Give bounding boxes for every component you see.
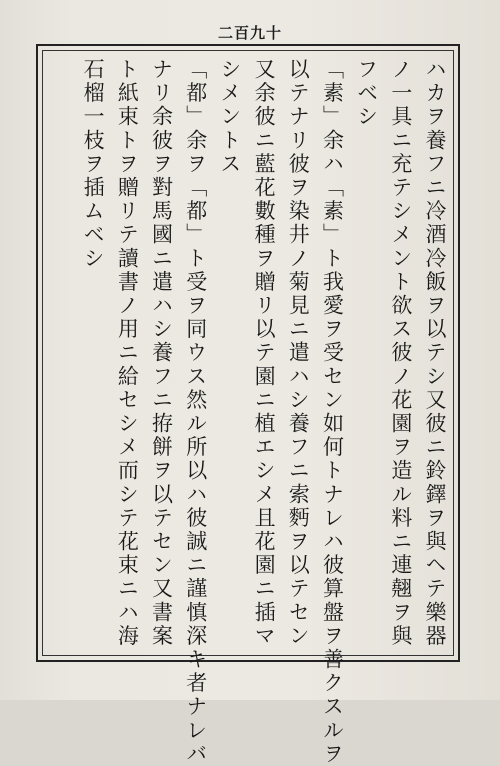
text-column-4: 「素」余ハ「素」ト我愛ヲ受セン如何トナレハ彼算盤ヲ善クスルヲ	[320, 58, 345, 766]
text-column-6: 又余彼ニ藍花數種ヲ贈リ以テ園ニ植エシメ且花園ニ插マ	[252, 58, 277, 648]
text-column-2: ノ一具ニ充テシメント欲ス彼ノ花園ヲ造ル料ニ連翹ヲ與	[388, 58, 413, 648]
page-number: 二百九十	[217, 24, 283, 42]
text-column-11: 石榴一枝ヲ插ムベシ	[81, 58, 106, 271]
text-column-5: 以テナリ彼ヲ染井ノ菊見ニ遣ハシ養フニ索麪ヲ以テセン	[286, 58, 311, 648]
text-column-7: シメントス	[217, 58, 242, 176]
text-column-8: 「都」余ヲ「都」ト受ヲ同ウス然ル所以ハ彼誠ニ謹慎深キ者ナレバ	[183, 58, 208, 766]
text-column-3: フベシ	[354, 58, 379, 129]
vertical-text-body	[56, 58, 448, 766]
text-column-9: ナリ余彼ヲ對馬國ニ遣ハシ養フニ拵餅ヲ以テセン又書案	[149, 58, 174, 648]
text-column-1: ハカヲ養フニ冷酒冷飯ヲ以テシ又彼ニ鈴鐸ヲ與ヘテ樂器	[423, 58, 447, 648]
text-column-10: ト紙束トヲ贈リテ讀書ノ用ニ給セシメ而シテ花束ニハ海	[115, 58, 140, 648]
